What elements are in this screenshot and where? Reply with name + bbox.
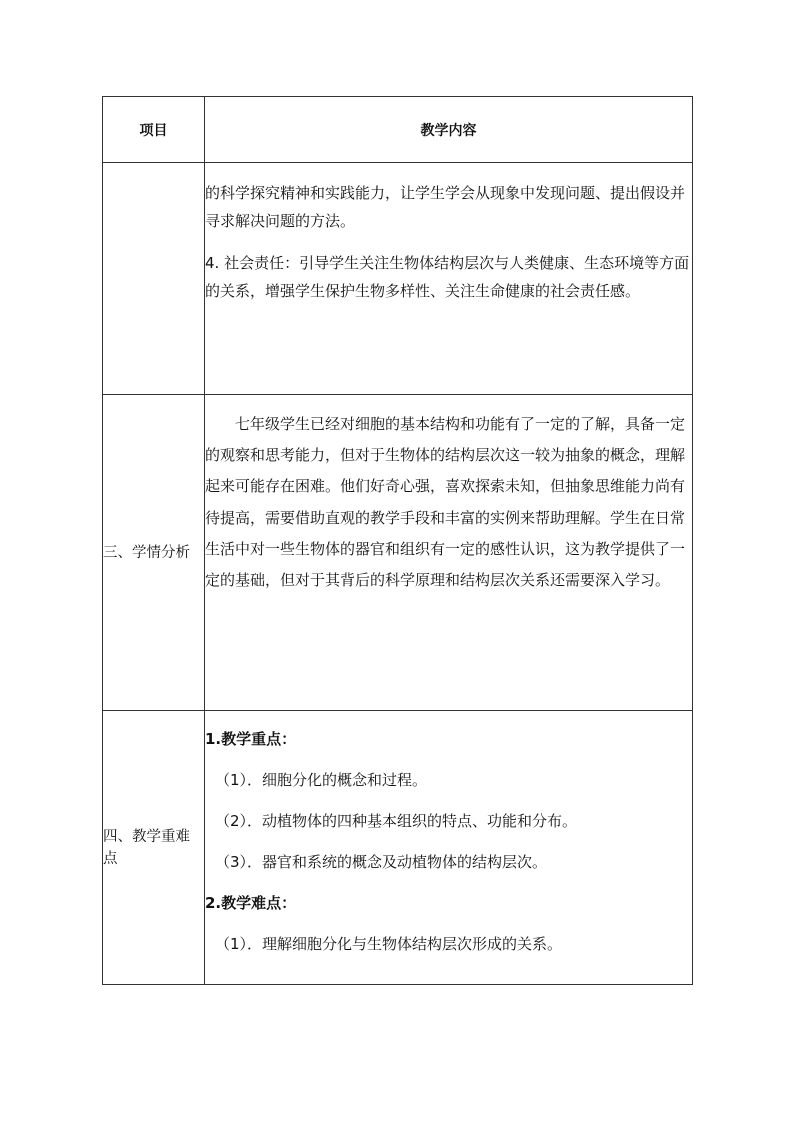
row-label: 四、教学重难点: [103, 711, 205, 985]
row-content: [205, 711, 693, 985]
list-item: （1）．理解细胞分化与生物体结构层次形成的关系。: [215, 935, 563, 953]
list-item: （1）．细胞分化的概念和过程。: [215, 771, 428, 789]
paragraph: 的科学探究精神和实践能力，让学生学会从现象中发现问题、提出假设并寻求解决问题的方法。: [205, 184, 686, 230]
table-row: [103, 711, 693, 985]
paragraph: 4. 社会责任：引导学生关注生物体结构层次与人类健康、生态环境等方面的关系，增强学生保护生物多样性、关注生命健康的社会责任感。: [205, 254, 690, 300]
list-item: （2）．动植物体的四种基本组织的特点、功能和分布。: [215, 812, 578, 830]
row-content: [205, 395, 693, 711]
section-title: 2.教学难点：: [205, 894, 297, 912]
section-title: 1.教学重点：: [205, 730, 297, 748]
header-content: 教学内容: [205, 97, 693, 163]
paragraph: 七年级学生已经对细胞的基本结构和功能有了一定的了解，具备一定的观察和思考能力，但对于生物体的结构层次这一较为抽象的概念，理解起来可能存在困难。他们好奇心强，喜欢探索未知，但抽象思维能力尚有待提高，需要借助直观的教学手段和丰富的实例来帮助理解。学生在日常生活中对一些生物体的器官和组织有一定的感性认识，这为教学提供了一定的基础，但对于其背后的科学原理和结构层次关系还需要深入学习。: [205, 415, 686, 590]
lesson-plan-table: [102, 96, 693, 985]
header-item: 项目: [103, 97, 205, 163]
row-label: [103, 163, 205, 395]
table-row: [103, 163, 693, 395]
row-content: [205, 163, 693, 395]
list-item: （3）．器官和系统的概念及动植物体的结构层次。: [215, 853, 548, 871]
row-label: 三、学情分析: [103, 395, 205, 711]
table-row: [103, 395, 693, 711]
table-header-row: [103, 97, 693, 163]
